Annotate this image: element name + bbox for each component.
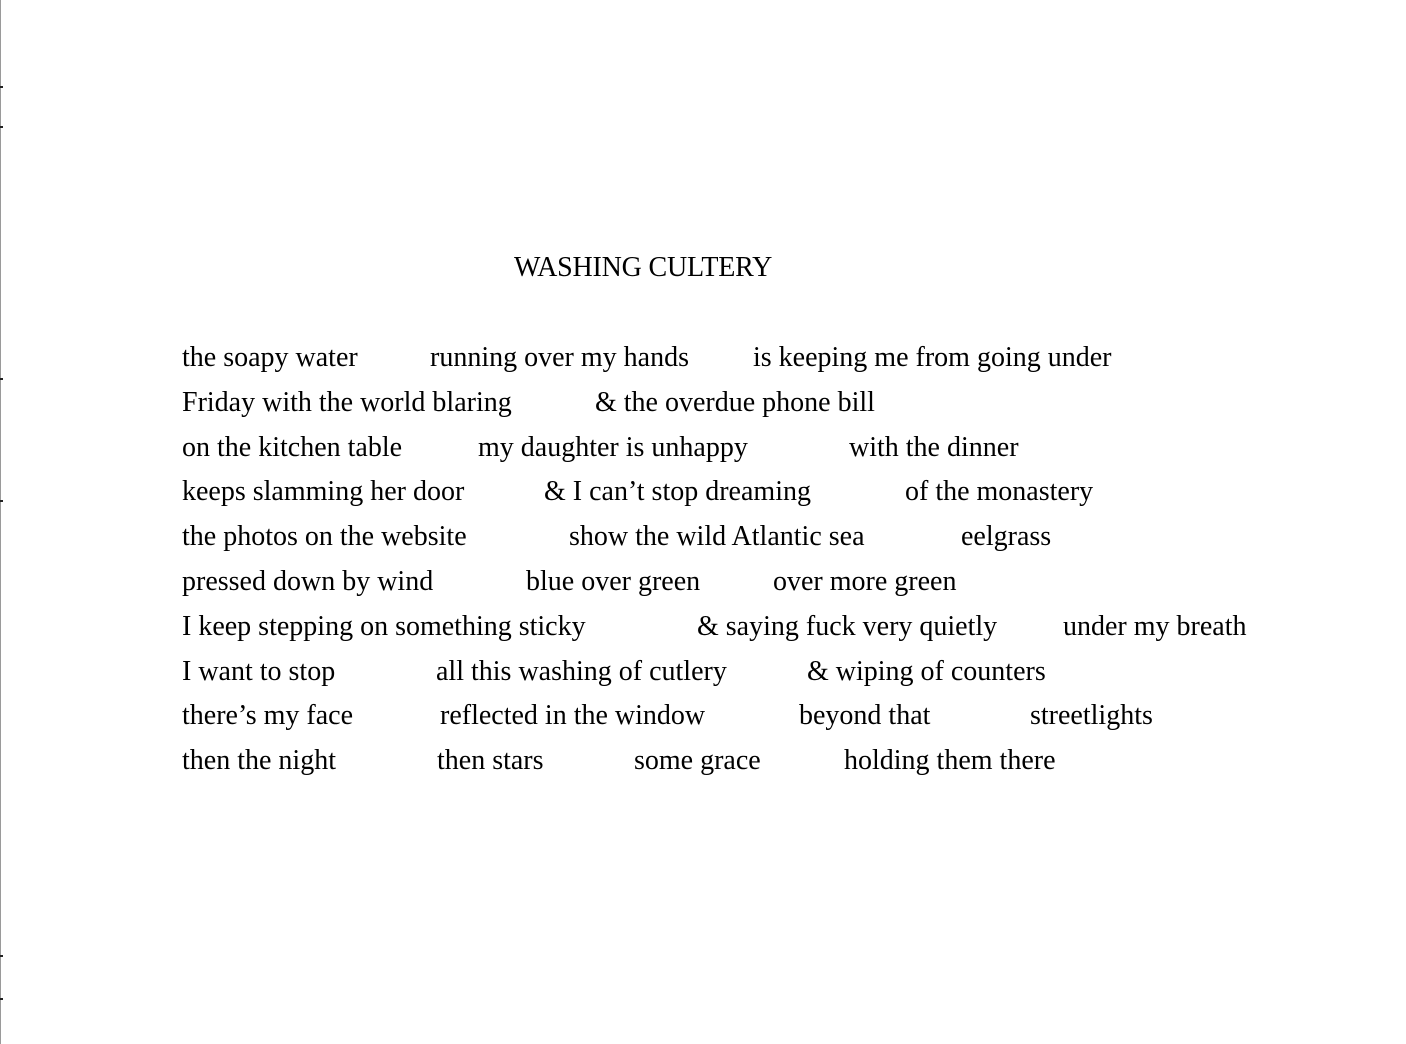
poem-phrase: on the kitchen table — [182, 431, 403, 463]
poem-phrase: & the overdue phone bill — [595, 386, 875, 418]
poem-phrase: all this washing of cutlery — [436, 655, 727, 687]
poem-line — [182, 609, 1292, 654]
ruler-tick — [0, 126, 3, 128]
poem-phrase: there’s my face — [182, 700, 354, 732]
poem-line — [182, 654, 1292, 699]
poem-phrase: eelgrass — [961, 521, 1052, 553]
ruler-tick — [0, 378, 3, 380]
poem-phrase: the soapy water — [182, 342, 358, 373]
poem-phrase: holding them there — [844, 745, 1056, 777]
poem-line — [182, 430, 1292, 475]
poem-phrase: Friday with the world blaring — [182, 386, 512, 418]
poem-line — [182, 564, 1292, 609]
poem-phrase: the photos on the website — [182, 521, 467, 553]
poem-phrase: & saying fuck very quietly — [697, 610, 998, 642]
poem-line — [182, 340, 1292, 385]
ruler-tick — [0, 500, 3, 502]
poem-line — [182, 519, 1292, 564]
poem-phrase: is keeping me from going under — [753, 342, 1112, 373]
poem-phrase: then stars — [437, 745, 544, 777]
poem-line — [182, 698, 1292, 743]
poem-phrase: streetlights — [1030, 700, 1153, 732]
poem-phrase: running over my hands — [430, 342, 689, 373]
poem-phrase: then the night — [182, 745, 336, 777]
poem-phrase: I keep stepping on something sticky — [182, 610, 586, 642]
ruler-tick — [0, 955, 3, 957]
ruler-tick — [0, 86, 3, 88]
poem-phrase: some grace — [634, 745, 761, 777]
poem-title: WASHING CULTERY — [514, 252, 773, 283]
poem-phrase: over more green — [773, 565, 957, 597]
poem-phrase: reflected in the window — [440, 700, 706, 732]
poem-phrase: pressed down by wind — [182, 565, 434, 597]
poem-line — [182, 743, 1292, 788]
poem-phrase: show the wild Atlantic sea — [569, 521, 865, 553]
poem-phrase: keeps slamming her door — [182, 476, 465, 508]
poem-phrase: blue over green — [526, 565, 701, 597]
poem-line — [182, 474, 1292, 519]
page-left-border — [0, 0, 1, 1044]
poem-phrase: my daughter is unhappy — [478, 431, 748, 463]
ruler-tick — [0, 998, 3, 1000]
poem-phrase: & wiping of counters — [807, 655, 1046, 687]
poem-phrase: I want to stop — [182, 655, 336, 687]
poem-phrase: with the dinner — [849, 431, 1019, 463]
poem-phrase: beyond that — [799, 700, 931, 732]
poem-phrase: of the monastery — [905, 476, 1094, 508]
poem-phrase: & I can’t stop dreaming — [544, 476, 811, 508]
poem-body — [182, 340, 1292, 788]
poem-phrase: under my breath — [1063, 610, 1247, 642]
poem-line — [182, 385, 1292, 430]
